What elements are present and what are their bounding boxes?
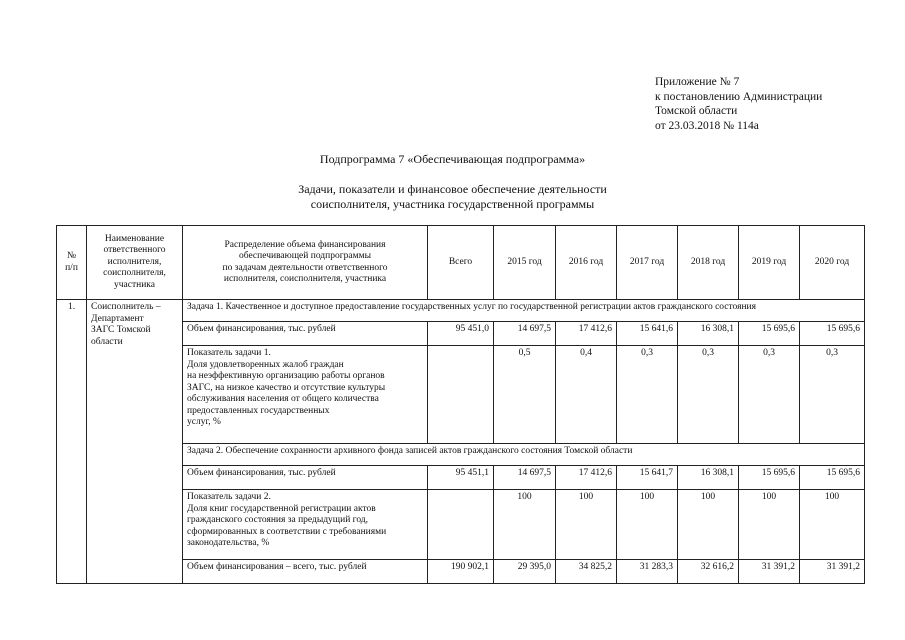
task2-fin-2018: 16 308,1: [678, 466, 739, 490]
task1-fin-2018: 16 308,1: [678, 322, 739, 346]
table-row-task1-title: [57, 300, 865, 322]
heading-line-1: Задачи, показатели и финансовое обеспечение деятельности: [298, 182, 607, 196]
task2-title: Задача 2. Обеспечение сохранности архивного фонда записей актов гражданского состояния Томской области: [183, 444, 865, 466]
task2-ind-2018: 100: [678, 490, 739, 560]
header-2016: 2016 год: [556, 226, 617, 300]
task2-ind-2016: 100: [556, 490, 617, 560]
task2-fin-2020: 15 695,6: [800, 466, 865, 490]
task2-ind-total: [428, 490, 494, 560]
task2-indicator-label: Показатель задачи 2. Доля книг государственной регистрации актов гражданского состояния за предыдущий год, сформированных в соответствии с требованиями законодательства, %: [183, 490, 428, 560]
header-2018: 2018 год: [678, 226, 739, 300]
task1-ind-total: [428, 346, 494, 444]
task1-ind-2018: 0,3: [678, 346, 739, 444]
task1-title: Задача 1. Качественное и доступное предоставление государственных услуг по государственной регистрации актов гражданского состояния: [183, 300, 865, 322]
task2-financing-label: Объем финансирования, тыс. рублей: [183, 466, 428, 490]
header-2015: 2015 год: [494, 226, 556, 300]
header-distribution: Распределение объема финансирования обеспечивающей подпрограммы по задачам деятельности ответственного исполнителя, соисполнителя, участника: [183, 226, 428, 300]
document-heading: [0, 182, 905, 212]
total-fin-2017: 31 283,3: [617, 560, 678, 584]
total-fin-2019: 31 391,2: [739, 560, 800, 584]
header-num: № п/п: [57, 226, 87, 300]
task2-fin-2015: 14 697,5: [494, 466, 556, 490]
task1-indicator-label: Показатель задачи 1. Доля удовлетворенных жалоб граждан на неэффективную организацию работы органов ЗАГС, на низкое качество и отсутствие культуры обслуживания населения от общего количества предоставленных государственных услуг, %: [183, 346, 428, 444]
task2-fin-2017: 15 641,7: [617, 466, 678, 490]
task2-fin-2016: 17 412,6: [556, 466, 617, 490]
heading-line-2: соисполнителя, участника государственной программы: [310, 197, 595, 211]
appendix-line-3: Томской области: [655, 105, 738, 117]
header-2020: 2020 год: [800, 226, 865, 300]
task2-ind-2020: 100: [800, 490, 865, 560]
total-fin-2018: 32 616,2: [678, 560, 739, 584]
financing-table: [56, 225, 865, 584]
executor-name: Соисполнитель – Департамент ЗАГС Томской области: [87, 300, 183, 584]
total-fin-2016: 34 825,2: [556, 560, 617, 584]
task1-fin-2019: 15 695,6: [739, 322, 800, 346]
task1-fin-2016: 17 412,6: [556, 322, 617, 346]
task1-ind-2019: 0,3: [739, 346, 800, 444]
task1-ind-2015: 0,5: [494, 346, 556, 444]
task1-ind-2017: 0,3: [617, 346, 678, 444]
total-fin-total: 190 902,1: [428, 560, 494, 584]
header-name: Наименование ответственного исполнителя, соисполнителя, участника: [87, 226, 183, 300]
task2-ind-2015: 100: [494, 490, 556, 560]
task1-fin-2017: 15 641,6: [617, 322, 678, 346]
appendix-line-1: Приложение № 7: [655, 76, 740, 88]
task1-ind-2016: 0,4: [556, 346, 617, 444]
task2-fin-total: 95 451,1: [428, 466, 494, 490]
header-total: Всего: [428, 226, 494, 300]
task2-ind-2019: 100: [739, 490, 800, 560]
task2-ind-2017: 100: [617, 490, 678, 560]
task1-fin-total: 95 451,0: [428, 322, 494, 346]
appendix-line-2: к постановлению Администрации: [655, 90, 823, 103]
subprogram-title: Подпрограмма 7 «Обеспечивающая подпрограмма»: [319, 152, 586, 166]
header-2017: 2017 год: [617, 226, 678, 300]
total-fin-2020: 31 391,2: [800, 560, 865, 584]
appendix-note: [655, 75, 822, 133]
task2-fin-2019: 15 695,6: [739, 466, 800, 490]
task1-fin-2015: 14 697,5: [494, 322, 556, 346]
row-number: 1.: [57, 300, 87, 584]
task1-fin-2020: 15 695,6: [800, 322, 865, 346]
header-2019: 2019 год: [739, 226, 800, 300]
task1-financing-label: Объем финансирования, тыс. рублей: [183, 322, 428, 346]
appendix-line-4: от 23.03.2018 № 114а: [655, 119, 759, 132]
total-fin-2015: 29 395,0: [494, 560, 556, 584]
total-financing-label: Объем финансирования – всего, тыс. рублей: [183, 560, 428, 584]
task1-ind-2020: 0,3: [800, 346, 865, 444]
table-header-row: [57, 226, 865, 300]
